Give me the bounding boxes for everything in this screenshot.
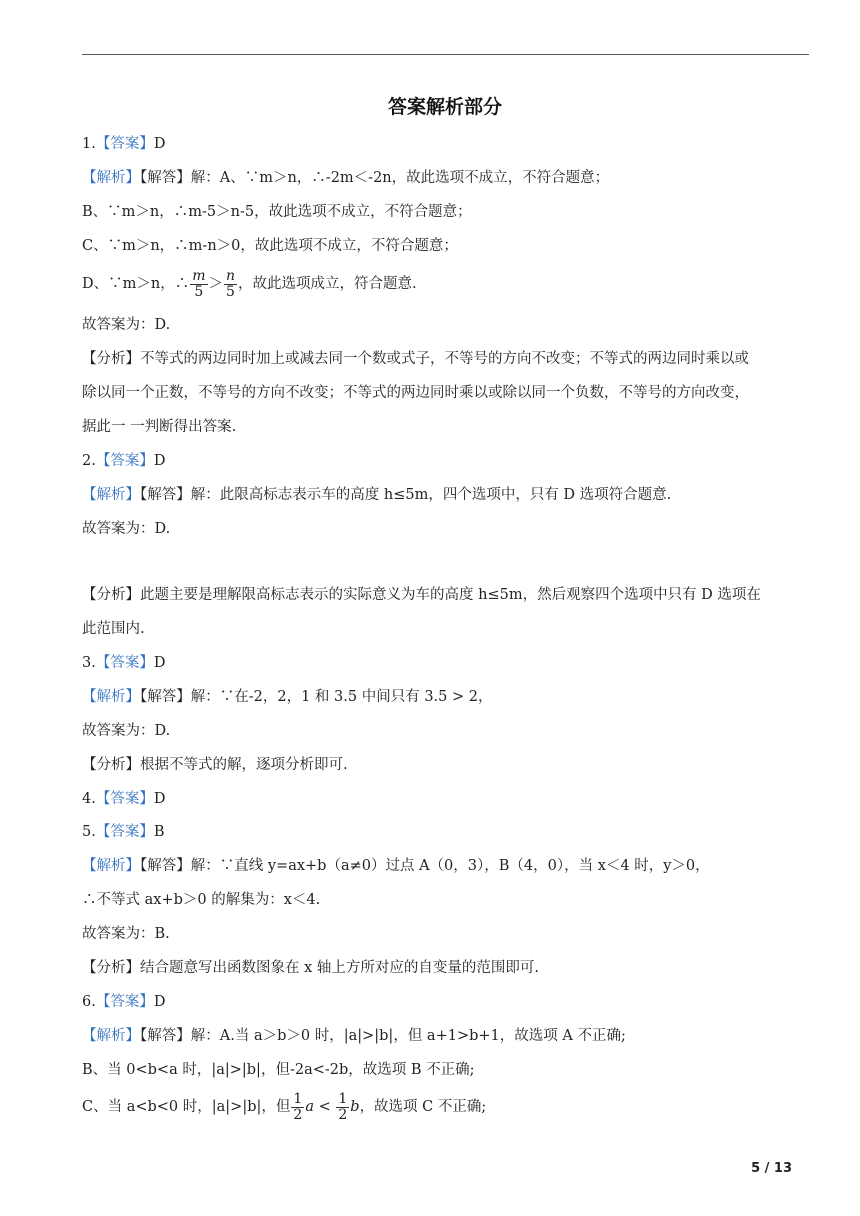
q6-solution-line-2: B、当 0<b<a 时，|a|>|b|，但-2a<-2b，故选项 B 不正确; — [82, 1062, 475, 1078]
q6-answer-line: 6.【答案】D — [82, 994, 166, 1010]
q6-solution-line-3: C、当 a<b<0 时，|a|>|b|，但 $\frac{1}{2}$ a < $\frac{1}{2}$ b，故选项 C 不正确; — [82, 1090, 487, 1123]
q5-analysis-line-1: 【分析】结合题意写出函数图象在 x 轴上方所对应的自变量的范围即可. — [82, 960, 540, 976]
header-rule — [82, 54, 809, 55]
q6-solution-line-1: 【解析】【解答】解：A.当 a＞b＞0 时，|a|>|b|，但 a+1>b+1，故选项 A 不正确; — [82, 1028, 626, 1044]
q2-analysis-line-1: 【分析】此题主要是理解限高标志表示的实际意义为车的高度 h≤5m，然后观察四个选项中只有 D 选项在 — [82, 587, 761, 603]
answer-tag: 【答案】 — [95, 655, 154, 671]
fraction-m-5: $\frac{m}{5}$ — [192, 267, 206, 300]
q2-solution-line-1: 【解析】【解答】解：此限高标志表示车的高度 h≤5m，四个选项中，只有 D 选项符合题意. — [82, 487, 672, 503]
jiexi-tag: 【解析】 — [82, 1028, 140, 1044]
jiexi-tag: 【解析】 — [82, 487, 140, 503]
q2-analysis-line-2: 此范围内. — [82, 621, 145, 637]
q2-answer-line: 2.【答案】D — [82, 453, 166, 469]
q1-conclusion: 故答案为：D. — [82, 317, 171, 333]
fenxi-tag: 【分析】 — [82, 757, 140, 773]
q1-answer-line: 1.【答案】D — [82, 136, 166, 152]
q5-answer-line: 5.【答案】B — [82, 824, 165, 840]
answer-tag: 【答案】 — [95, 824, 154, 840]
jiexi-tag: 【解析】 — [82, 858, 140, 874]
q3-answer-line: 3.【答案】D — [82, 655, 166, 671]
fenxi-tag: 【分析】 — [82, 351, 140, 367]
answer-tag: 【答案】 — [95, 453, 154, 469]
q5-solution-line-2: ∴不等式 ax+b＞0 的解集为：x＜4. — [82, 892, 321, 908]
fraction-1-2: $\frac{1}{2}$ — [293, 1090, 303, 1123]
fraction-n-5: $\frac{n}{5}$ — [226, 267, 236, 300]
q1-analysis-line-3: 据此一 一判断得出答案. — [82, 419, 237, 435]
q1-analysis-line-1: 【分析】不等式的两边同时加上或减去同一个数或式子，不等号的方向不改变；不等式的两边同时乘以或 — [82, 351, 749, 367]
q3-conclusion: 故答案为：D. — [82, 723, 171, 739]
answer-tag: 【答案】 — [95, 791, 154, 807]
q1-analysis-line-2: 除以同一个正数，不等号的方向不改变；不等式的两边同时乘以或除以同一个负数，不等号的方向改变， — [82, 385, 749, 401]
jiexi-tag: 【解析】 — [82, 170, 140, 186]
answer-tag: 【答案】 — [95, 136, 154, 152]
q5-conclusion: 故答案为：B. — [82, 926, 170, 942]
fenxi-tag: 【分析】 — [82, 587, 140, 603]
q1-solution-line-3: C、∵m＞n，∴m-n＞0，故此选项不成立，不符合题意； — [82, 238, 458, 254]
q2-conclusion: 故答案为：D. — [82, 521, 171, 537]
q4-answer-line: 4.【答案】D — [82, 791, 166, 807]
q3-analysis-line-1: 【分析】根据不等式的解，逐项分析即可. — [82, 757, 348, 773]
q1-solution-line-1: 【解析】【解答】解：A、∵m＞n，∴-2m＜-2n，故此选项不成立，不符合题意； — [82, 170, 610, 186]
page-number: 5 / 13 — [751, 1161, 792, 1176]
page-title: 答案解析部分 — [387, 96, 502, 118]
fenxi-tag: 【分析】 — [82, 960, 140, 976]
q1-solution-line-2: B、∵m＞n，∴m-5＞n-5，故此选项不成立，不符合题意； — [82, 204, 472, 220]
q5-solution-line-1: 【解析】【解答】解：∵直线 y=ax+b（a≠0）过点 A（0，3），B（4，0），当 x＜4 时，y＞0， — [82, 858, 710, 874]
answer-tag: 【答案】 — [95, 994, 154, 1010]
q3-solution-line-1: 【解析】【解答】解：∵在-2，2，1 和 3.5 中间只有 3.5 > 2， — [82, 689, 493, 705]
jiexi-tag: 【解析】 — [82, 689, 140, 705]
fraction-1-2: $\frac{1}{2}$ — [338, 1090, 348, 1123]
q1-solution-line-4: D、∵m＞n，∴ $\frac{m}{5}$ ＞ $\frac{n}{5}$ ，故此选项成立，符合题意. — [82, 267, 417, 300]
